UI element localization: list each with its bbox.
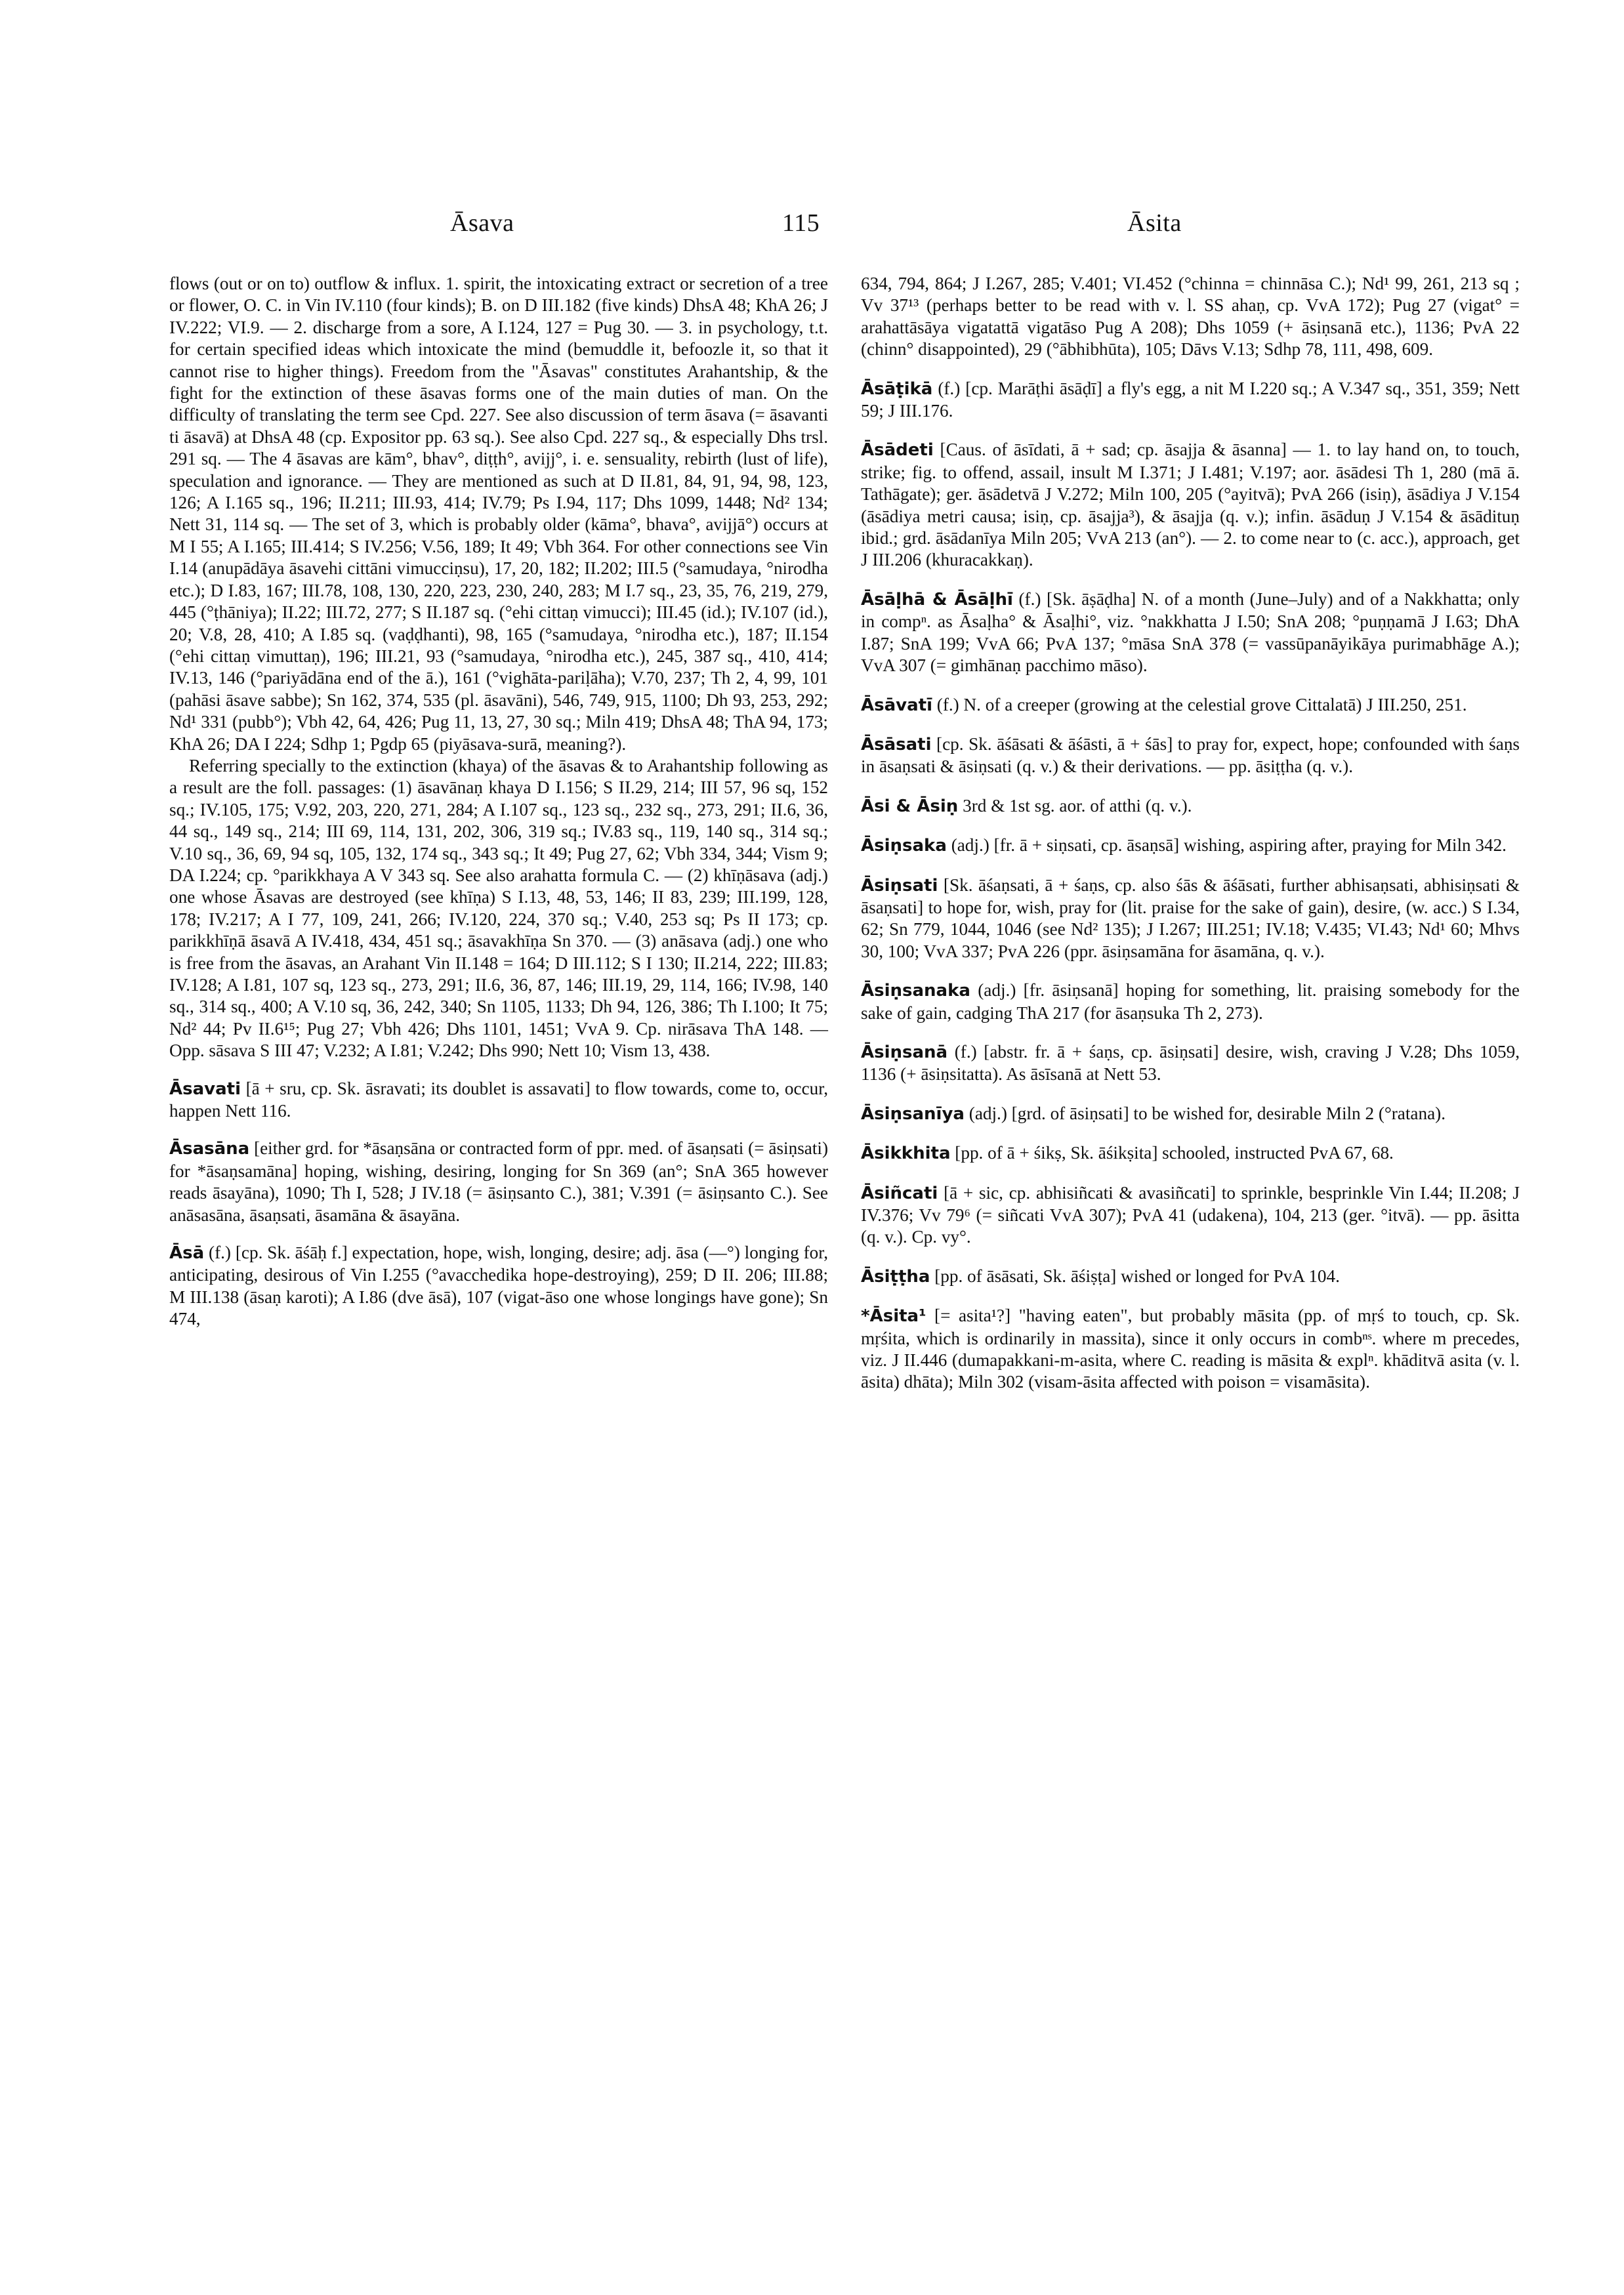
headword: Āsāsati <box>861 734 932 755</box>
headword: Āsiñcati <box>861 1183 938 1203</box>
headword: Āsiṇsanīya <box>861 1104 965 1124</box>
headword: Āsāṭikā <box>861 379 933 399</box>
entry-asasati <box>861 734 1520 778</box>
entry-asasana <box>169 1138 828 1226</box>
entry-asi <box>861 795 1520 817</box>
entry-body: [pp. of ā + śikṣ, Sk. āśikṣita] schooled, instructed PvA 67, 68. <box>955 1143 1394 1163</box>
page-number: 115 <box>782 209 820 237</box>
entry-body: (adj.) [fr. āsiṇsanā] hoping for something, lit. praising somebody for the sake of gain, cadging ThA 217 (for āsaṇsuka Th 2, 273). <box>861 980 1520 1023</box>
right-column <box>861 273 1520 1411</box>
entry-body: 3rd & 1st sg. aor. of atthi (q. v.). <box>963 795 1192 816</box>
entry-body: (f.) [Sk. āṣāḍha] N. of a month (June–July) and of a Nakkhatta; only in compⁿ. as Āsaḷha° & Āsaḷhi°, viz. °nakkhatta J I.50; SnA 208; °puṇṇamā J I.63; DhA I.87; SnA 199; VvA 66; PvA 137; °māsa SnA 378 (= vassūpanāyikāya purimabhāge A.); VvA 307 (= gimhānaṇ pacchimo māso). <box>861 589 1520 676</box>
entry-asavati <box>169 1078 828 1123</box>
entry-asinsanaka <box>861 980 1520 1024</box>
entry-body: [pp. of āsāsati, Sk. āśiṣṭa] wished or longed for PvA 104. <box>934 1266 1340 1286</box>
entry-asa <box>169 1242 828 1331</box>
headword: Āsāḷhā & Āsāḷhī <box>861 589 1013 610</box>
entry-asinsaka <box>861 835 1520 857</box>
entry-body: (f.) N. of a creeper (growing at the celestial grove Cittalatā) J III.250, 251. <box>936 694 1467 714</box>
entry-body: (adj.) [grd. of āsiṇsati] to be wished for, desirable Miln 2 (°ratana). <box>968 1103 1446 1123</box>
headword: *Āsita¹ <box>861 1306 927 1327</box>
running-head-left: Āsava <box>450 209 514 237</box>
entry-body: Referring specially to the extinction (khaya) of the āsavas & to Arahantship following as a result are the foll. passages: (1) āsavānaṇ khaya D I.156; S II.29, 214; III 57, 96 sq, 152 sq.; IV.105, 175; V.92, 203, 220, 271, 284; A I.107 sq., 123 sq., 232 sq., 273, 291; II.6, 36, 44 sq., 149 sq., 214; III 69, 114, 131, 202, 306, 319 sq.; IV.83 sq., 119, 140 sq., 314 sq.; V.10 sq., 36, 69, 94 sq, 105, 132, 174 sq., 343 sq.; It 49; Pug 27, 62; Vbh 334, 344; Vism 9; DA I.224; cp. °parikkhaya A V 343 sq. See also arahatta formula C. — (2) khīṇāsava (adj.) one whose Āsavas are destroyed (see khīṇa) S I.13, 48, 53, 146; II 83, 239; III.199, 128, 178; IV.217; A I 77, 109, 241, 266; IV.120, 224, 370 sq.; V.40, 253 sq; Ps II 173; cp. parikkhīṇā āsavā A IV.418, 434, 451 sq.; āsavakhīṇa Sn 370. — (3) anāsava (adj.) one who is free from the āsavas, an Arahant Vin II.148 = 164; D III.112; S I 130; II.214, 222; III.83; IV.128; A I.81, 107 sq, 123 sq., 273, 291; II.6, 36, 87, 146; III.19, 29, 114, 166; IV.98, 140 sq., 314 sq., 400; A V.10 sq, 36, 242, 340; Sn 1105, 1133; Dh 94, 126, 386; Th I.100; It 75; Nd² 44; Pv II.6¹⁵; Pug 27; Vbh 426; Dhs 1101, 1451; VvA 9. Cp. nirāsava ThA 148. — Opp. sāsava S III 47; V.232; A I.81; V.242; Dhs 990; Nett 10; Vism 13, 438. <box>169 755 828 1061</box>
entry-body: flows (out or on to) outflow & influx. 1. spirit, the intoxicating extract or secretion of a tree or flower, O. C. in Vin IV.110 (four kinds); B. on D III.182 (five kinds) DhsA 48; KhA 26; J IV.222; VI.9. — 2. discharge from a sore, A I.124, 127 = Pug 30. — 3. in psychology, t.t. for certain specified ideas which intoxicate the mind (bemuddle it, befoozle it, so that it cannot rise to higher things). Freedom from the "Āsavas" constitutes Arahantship, & the fight for the extinction of these āsavas forms one of the main duties of man. On the difficulty of translating the term see Cpd. 227. See also discussion of term āsava (= āsavanti ti āsavā) at DhsA 48 (cp. Expositor pp. 63 sq.). See also Cpd. 227 sq., & especially Dhs trsl. 291 sq. — The 4 āsavas are kām°, bhav°, diṭṭh°, avijj°, i. e. sensuality, rebirth (lust of life), speculation and ignorance. — They are mentioned as such at D II.81, 84, 91, 94, 98, 123, 126; A I.165 sq., 196; II.211; III.93, 414; IV.79; Ps I.94, 117; Dhs 1099, 1448; Nd² 134; Nett 31, 114 sq. — The set of 3, which is probably older (kāma°, bhava°, avijjā°) occurs at M I 55; A I.165; III.414; S IV.256; V.56, 189; It 49; Vbh 364. For other connections see Vin I.14 (anupādāya āsavehi cittāni vimucciṇsu), 17, 20, 182; II.202; III.5 (°samudaya, °nirodha etc.); D I.83, 167; III.78, 108, 130, 220, 223, 230, 240, 283; M I.7 sq., 23, 35, 76, 219, 279, 445 (°ṭhāniya); II.22; III.72, 277; S II.187 sq. (°ehi cittaṇ vimucci); III.45 (id.); IV.107 (id.), 20; V.8, 28, 410; A I.85 sq. (vaḍḍhanti), 98, 165 (°samudaya, °nirodha etc.), 187; II.154 (°ehi cittaṇ vimuttaṇ), 196; III.21, 93 (°samudaya, °nirodha etc.), 245, 387 sq., 410, 414; IV.13, 146 (°pariyādāna end of the ā.), 161 (°vighāta-pariḷāha); V.70, 237; Th 2, 4, 99, 101 (pahāsi āsave sabbe); Sn 162, 374, 535 (pl. āsavāni), 546, 749, 915, 1100; Dh 93, 253, 292; Nd¹ 331 (pubb°); Vbh 42, 64, 426; Pug 11, 13, 27, 30 sq.; Miln 419; DhsA 48; ThA 94, 173; KhA 26; DA I 224; Sdhp 1; Pgdp 65 (piyāsava-surā, meaning?). <box>169 274 828 754</box>
headword: Āsādeti <box>861 440 934 461</box>
entry-asalha <box>861 589 1520 677</box>
entry-body: [= asita¹?] "having eaten", but probably māsita (pp. of mṛś to touch, cp. Sk. mṛśita, which is ordinarily in massita), since it only occurs in combⁿˢ. where m precedes, viz. J II.446 (dumapakkani-m-asita, where C. reading is māsita & explⁿ. khāditvā asita (v. l. āsita) dhāta); Miln 302 (visam-āsita affected with poison = visamāsita). <box>861 1306 1520 1392</box>
entry-body: [either grd. for *āsaṇsāna or contracted form of ppr. med. of āsaṇsati (= āsiṇsati) for *āsaṇsamāna] hoping, wishing, desiring, longing for Sn 369 (an°; SnA 365 however reads āsayāna), 1090; Th I, 528; J IV.18 (= āsiṇsanto C.), 381; V.391 (= āsiṇsanto C.). See anāsasāna, āsaṇsati, āsamāna & āsayāna. <box>169 1138 829 1225</box>
left-column <box>169 273 828 1346</box>
headword: Āsasāna <box>169 1139 250 1159</box>
entry-asittha <box>861 1266 1520 1288</box>
entry-body: [cp. Sk. āśāsati & āśāsti, ā + śās] to pray for, expect, hope; confounded with śaṇs in āsaṇsati & āsiṇsati (q. v.) & their derivations. — pp. āsiṭṭha (q. v.). <box>861 734 1520 777</box>
entry-asava-continued <box>169 273 828 1062</box>
headword: Āsā <box>169 1243 205 1264</box>
entry-asinsaniya <box>861 1103 1520 1125</box>
headword: Āsi & Āsiṇ <box>861 796 959 816</box>
entry-asincati <box>861 1182 1520 1249</box>
entry-body: (f.) [cp. Marāṭhi āsāḍī] a fly's egg, a nit M I.220 sq.; A V.347 sq., 351, 359; Nett 59; J III.176. <box>861 378 1520 421</box>
entry-asatika <box>861 378 1520 423</box>
entry-body: [ā + sru, cp. Sk. āsravati; its doublet is assavati] to flow towards, come to, occur, happen Nett 116. <box>169 1078 829 1121</box>
entry-body: (f.) [cp. Sk. āśāḥ f.] expectation, hope, wish, longing, desire; adj. āsa (—°) longing for, anticipating, desirous of Vin I.255 (°avacchedika hope-destroying), 259; D II. 206; III.88; M III.138 (āsaṇ karoti); A I.86 (dve āsā), 107 (vigat-āso one whose longings have gone); Sn 474, <box>169 1243 828 1329</box>
headword: Āsavati <box>169 1079 241 1099</box>
entry-asinsana <box>861 1041 1520 1086</box>
entry-body: [ā + sic, cp. abhisiñcati & avasiñcati] to sprinkle, besprinkle Vin I.44; II.208; J IV.376; Vv 79⁶ (= siñcati VvA 307); PvA 41 (udakena), 104, 213 (ger. °itvā). — pp. āsitta (q. v.). Cp. vy°. <box>861 1182 1520 1247</box>
entry-body: (f.) [abstr. fr. ā + śaṇs, cp. āsiṇsati] desire, wish, craving J V.28; Dhs 1059, 1136 (+ āsiṇsitatta). As āsīsanā at Nett 53. <box>861 1041 1520 1085</box>
headword: Āsiṇsanaka <box>861 981 970 1001</box>
entry-body: 634, 794, 864; J I.267, 285; V.401; VI.452 (°chinna = chinnāsa C.); Nd¹ 99, 261, 213 sq ; Vv 37¹³ (perhaps better to be read with v. l. SS ahaṇ, cp. VvA 172); Pug 27 (vigat° = arahattāsāya vigatattā vigatāso Pug A 208); Dhs 1059 (+ āsiṇsanā etc.), 1136; PvA 22 (chinn° disappointed), 29 (°ābhibhūta), 105; Dāvs V.13; Sdhp 78, 111, 498, 609. <box>861 274 1520 360</box>
entry-asinsati <box>861 875 1520 963</box>
headword: Āsikkhita <box>861 1144 951 1164</box>
entry-body: (adj.) [fr. ā + siṇsati, cp. āsaṇsā] wishing, aspiring after, praying for Miln 342. <box>951 835 1507 856</box>
entry-asa-continued <box>861 273 1520 361</box>
running-head-right: Āsita <box>1127 209 1182 237</box>
entry-asikkhita <box>861 1142 1520 1165</box>
entry-body: [Caus. of āsīdati, ā + sad; cp. āsajja & āsanna] — 1. to lay hand on, to touch, strike; fig. to offend, assail, insult M I.371; J I.481; V.197; aor. āsādesi Th 1, 280 (mā ā. Tathāgate); ger. āsādetvā J V.272; Miln 100, 205 (°ayitvā); PvA 266 (isiṇ), āsādiya J V.154 (āsādiya metri causa; isiṇ, cp. āsajja³), & āsajja (q. v.); infin. āsāduṇ J V.154 & āsādituṇ ibid.; grd. āsādanīya Miln 205; VvA 213 (an°). — 2. to come near to (c. acc.), approach, get J III.206 (khuracakkaṇ). <box>861 440 1520 570</box>
entry-asadeti <box>861 439 1520 571</box>
headword: Āsiṇsaka <box>861 836 947 856</box>
headword: Āsiṇsanā <box>861 1042 948 1062</box>
entry-asavati-creeper <box>861 694 1520 716</box>
headword: Āsāvatī <box>861 695 932 715</box>
entry-body: [Sk. āśaṇsati, ā + śaṇs, cp. also śās & āśāsati, further abhisaṇsati, abhisiṇsati & āsaṇsati] to hope for, wish, pray for (lit. praise for the sake of gain), desire, (w. acc.) S I.34, 62; Sn 779, 1044, 1046 (see Nd² 135); J I.267; III.251; IV.18; V.435; VI.43; Nd¹ 60; Mhvs 30, 100; VvA 337; PvA 226 (ppr. āsiṇsamāna for āsamāna, q. v.). <box>861 875 1520 961</box>
headword: Āsiṇsati <box>861 875 938 896</box>
entry-asita1 <box>861 1305 1520 1394</box>
headword: Āsiṭṭha <box>861 1266 930 1287</box>
